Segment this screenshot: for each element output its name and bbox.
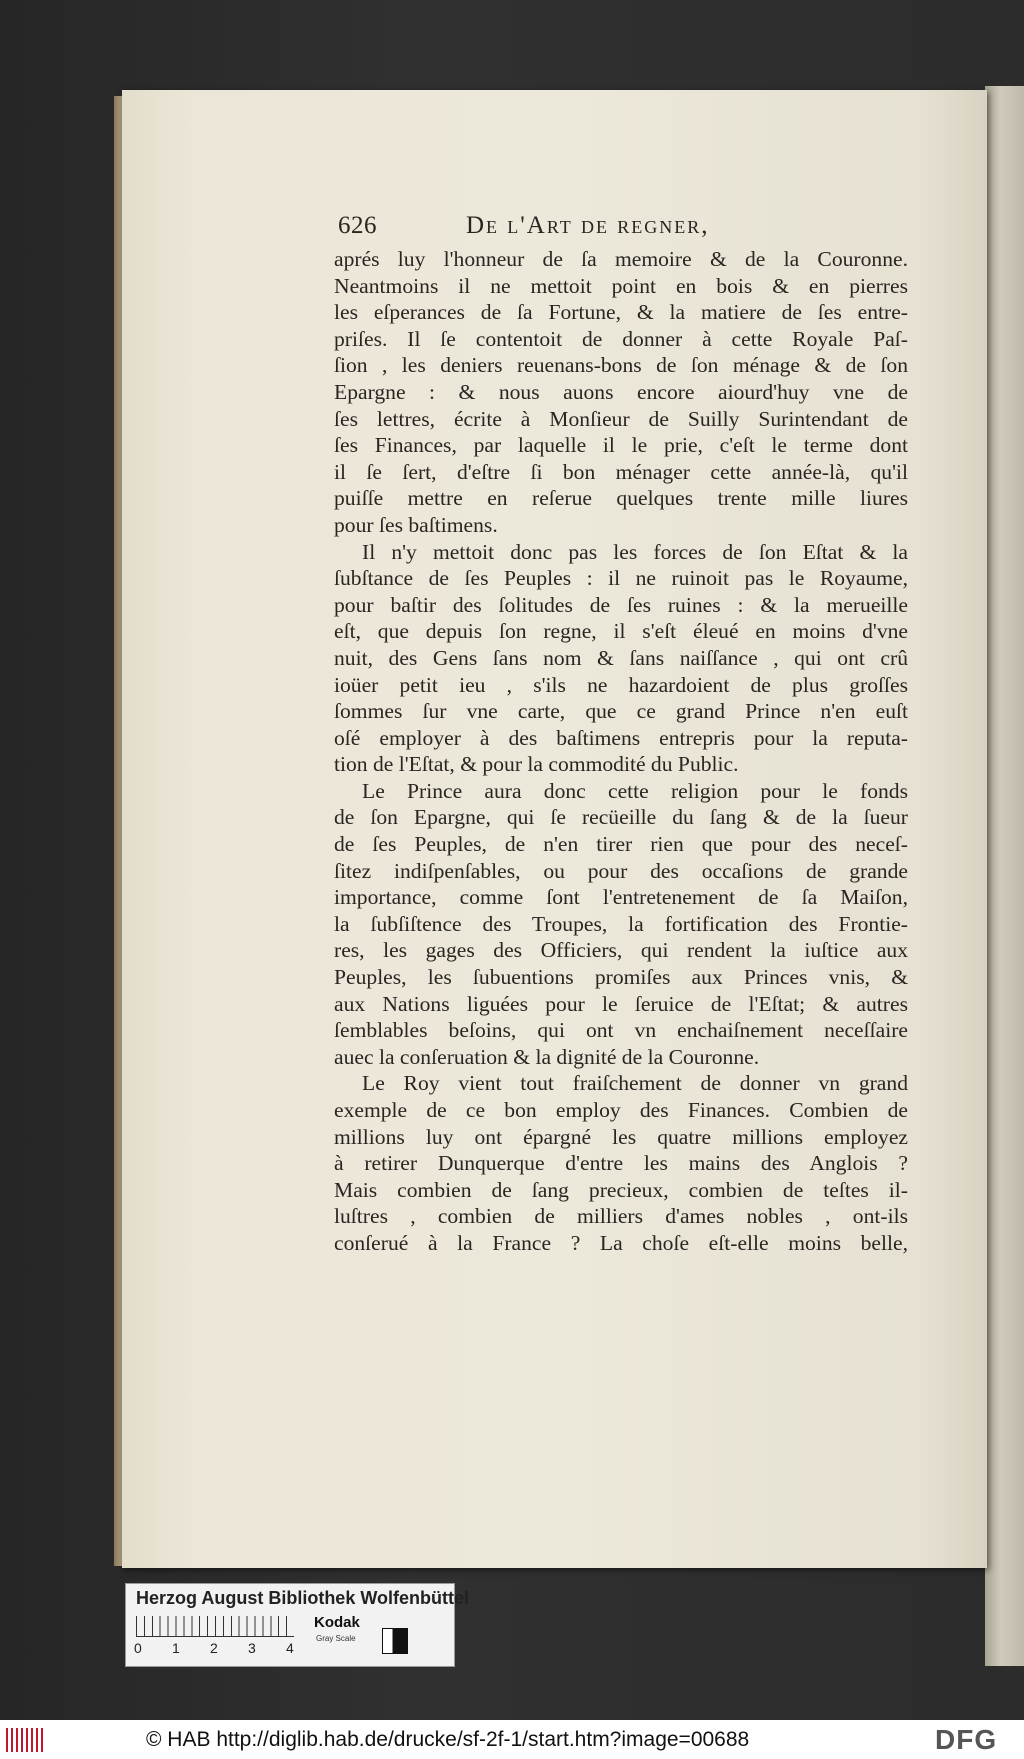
- hab-logo-icon: [6, 1728, 46, 1752]
- text-line: auec la conſeruation & la dignité de la Couronne.: [334, 1044, 760, 1069]
- text-line: tion de l'Eſtat, & pour la commodité du Public.: [334, 752, 739, 777]
- scale-number: 3: [248, 1640, 256, 1656]
- text-line: importance, comme ſont l'entretenement de ſa Maiſon,: [334, 885, 908, 910]
- text-line: ſommes ſur vne carte, que ce grand Prince n'en euſt: [334, 699, 908, 724]
- scale-numbers: [134, 1640, 304, 1658]
- copyright-link[interactable]: © HAB http://diglib.hab.de/drucke/sf-2f-1/start.htm?image=00688: [146, 1728, 750, 1751]
- text-line: exemple de ce bon employ des Finances. Combien de: [334, 1098, 908, 1122]
- text-line: ſitez indiſpenſables, ou pour des occaſions de grande: [334, 858, 908, 883]
- text-line: priſes. Il ſe contentoit de donner à cette Royale Paſ-: [334, 326, 908, 351]
- body-text: [334, 246, 908, 1257]
- color-calibration-card: [125, 1583, 469, 1667]
- text-line: ſubſtance de ſes Peuples : il ne ruinoit pas le Royaume,: [334, 566, 908, 591]
- page-number: 626: [338, 212, 377, 239]
- scale-number: 1: [172, 1640, 180, 1656]
- text-line: pour baſtir des ſolitudes de ſes ruines : & la merueille: [334, 592, 908, 617]
- scale-number: 4: [286, 1640, 294, 1656]
- adjacent-page-edge: [985, 86, 1024, 1666]
- dfg-logo: DFG: [935, 1724, 998, 1755]
- text-line: ſes Finances, par laquelle il le prie, c'eſt le terme dont: [334, 433, 908, 458]
- text-line: aux Nations liguées pour le ſeruice de l'Eſtat; & autres: [334, 991, 908, 1016]
- gray-swatch: [382, 1628, 408, 1654]
- text-line: puiſſe mettre en reſerue quelques trente mille liures: [334, 486, 908, 511]
- text-line: nuit, des Gens ſans nom & ſans naiſſance , qui ont crû: [334, 645, 908, 670]
- text-line: ſes lettres, écrite à Monſieur de Suilly Surintendant de: [334, 406, 908, 431]
- text-line: conſerué à la France ? La choſe eſt-elle moins belle,: [334, 1230, 908, 1255]
- text-line: de ſon Epargne, qui ſe recüeille du ſang & de la ſueur: [334, 805, 908, 830]
- text-line: ſemblables beſoins, qui ont vn enchaiſnement neceſſaire: [334, 1018, 908, 1043]
- text-line: millions luy ont épargné les quatre millions employez: [334, 1124, 908, 1149]
- text-line: eſt, que depuis ſon regne, il s'eſt éleué en moins d'vne: [334, 619, 908, 644]
- text-line: les eſperances de ſa Fortune, & la matiere de ſes entre-: [334, 300, 908, 325]
- text-line: Mais combien de ſang precieux, combien de teſtes il-: [334, 1177, 908, 1202]
- text-line: Le Prince aura donc cette religion pour le fonds: [362, 778, 908, 803]
- text-line: ioüer petit ieu , s'ils ne hazardoient de plus groſſes: [334, 672, 908, 697]
- text-line: Epargne : & nous auons encore aiourd'huy vne de: [334, 379, 908, 404]
- text-line: de ſes Peuples, de n'en tirer rien que pour des neceſ-: [334, 832, 908, 857]
- text-line: Il n'y mettoit donc pas les forces de ſon Eſtat & la: [362, 539, 908, 564]
- kodak-logo: Kodak: [314, 1614, 360, 1631]
- text-line: la ſubſiſtence des Troupes, la fortification des Frontie-: [334, 911, 908, 936]
- text-line: oſé employer à des baſtimens entrepris pour la reputa-: [334, 725, 908, 750]
- text-line: pour ſes baſtimens.: [334, 512, 498, 537]
- text-line: res, les gages des Officiers, qui rendent la iuſtice aux: [334, 938, 908, 963]
- text-line: aprés luy l'honneur de ſa memoire & de la Couronne.: [334, 247, 908, 271]
- scale-number: 2: [210, 1640, 218, 1656]
- running-title: De l'Art de regner,: [466, 212, 710, 239]
- page-header: [338, 212, 898, 246]
- text-line: Neantmoins il ne mettoit point en bois & en pierres: [334, 273, 908, 298]
- scale-ruler: [136, 1616, 294, 1637]
- text-line: Peuples, les ſubuentions promiſes aux Princes vnis, &: [334, 965, 908, 990]
- text-line: Le Roy vient tout fraiſchement de donner vn grand: [362, 1071, 908, 1096]
- scale-number: 0: [134, 1640, 142, 1656]
- institution-name: Herzog August Bibliothek Wolfenbüttel: [136, 1588, 469, 1608]
- text-line: à retirer Dunquerque d'entre les mains des Anglois ?: [334, 1151, 908, 1176]
- text-line: ſion , les deniers reuenans-bons de ſon ménage & de ſon: [334, 353, 908, 378]
- text-line: il ſe ſert, d'eſtre ſi bon ménager cette année-là, qu'il: [334, 459, 908, 484]
- footer-bar: [0, 1720, 1024, 1759]
- gray-scale-label: Gray Scale: [316, 1634, 356, 1643]
- text-line: luſtres , combien de milliers d'ames nobles , ont-ils: [334, 1204, 908, 1229]
